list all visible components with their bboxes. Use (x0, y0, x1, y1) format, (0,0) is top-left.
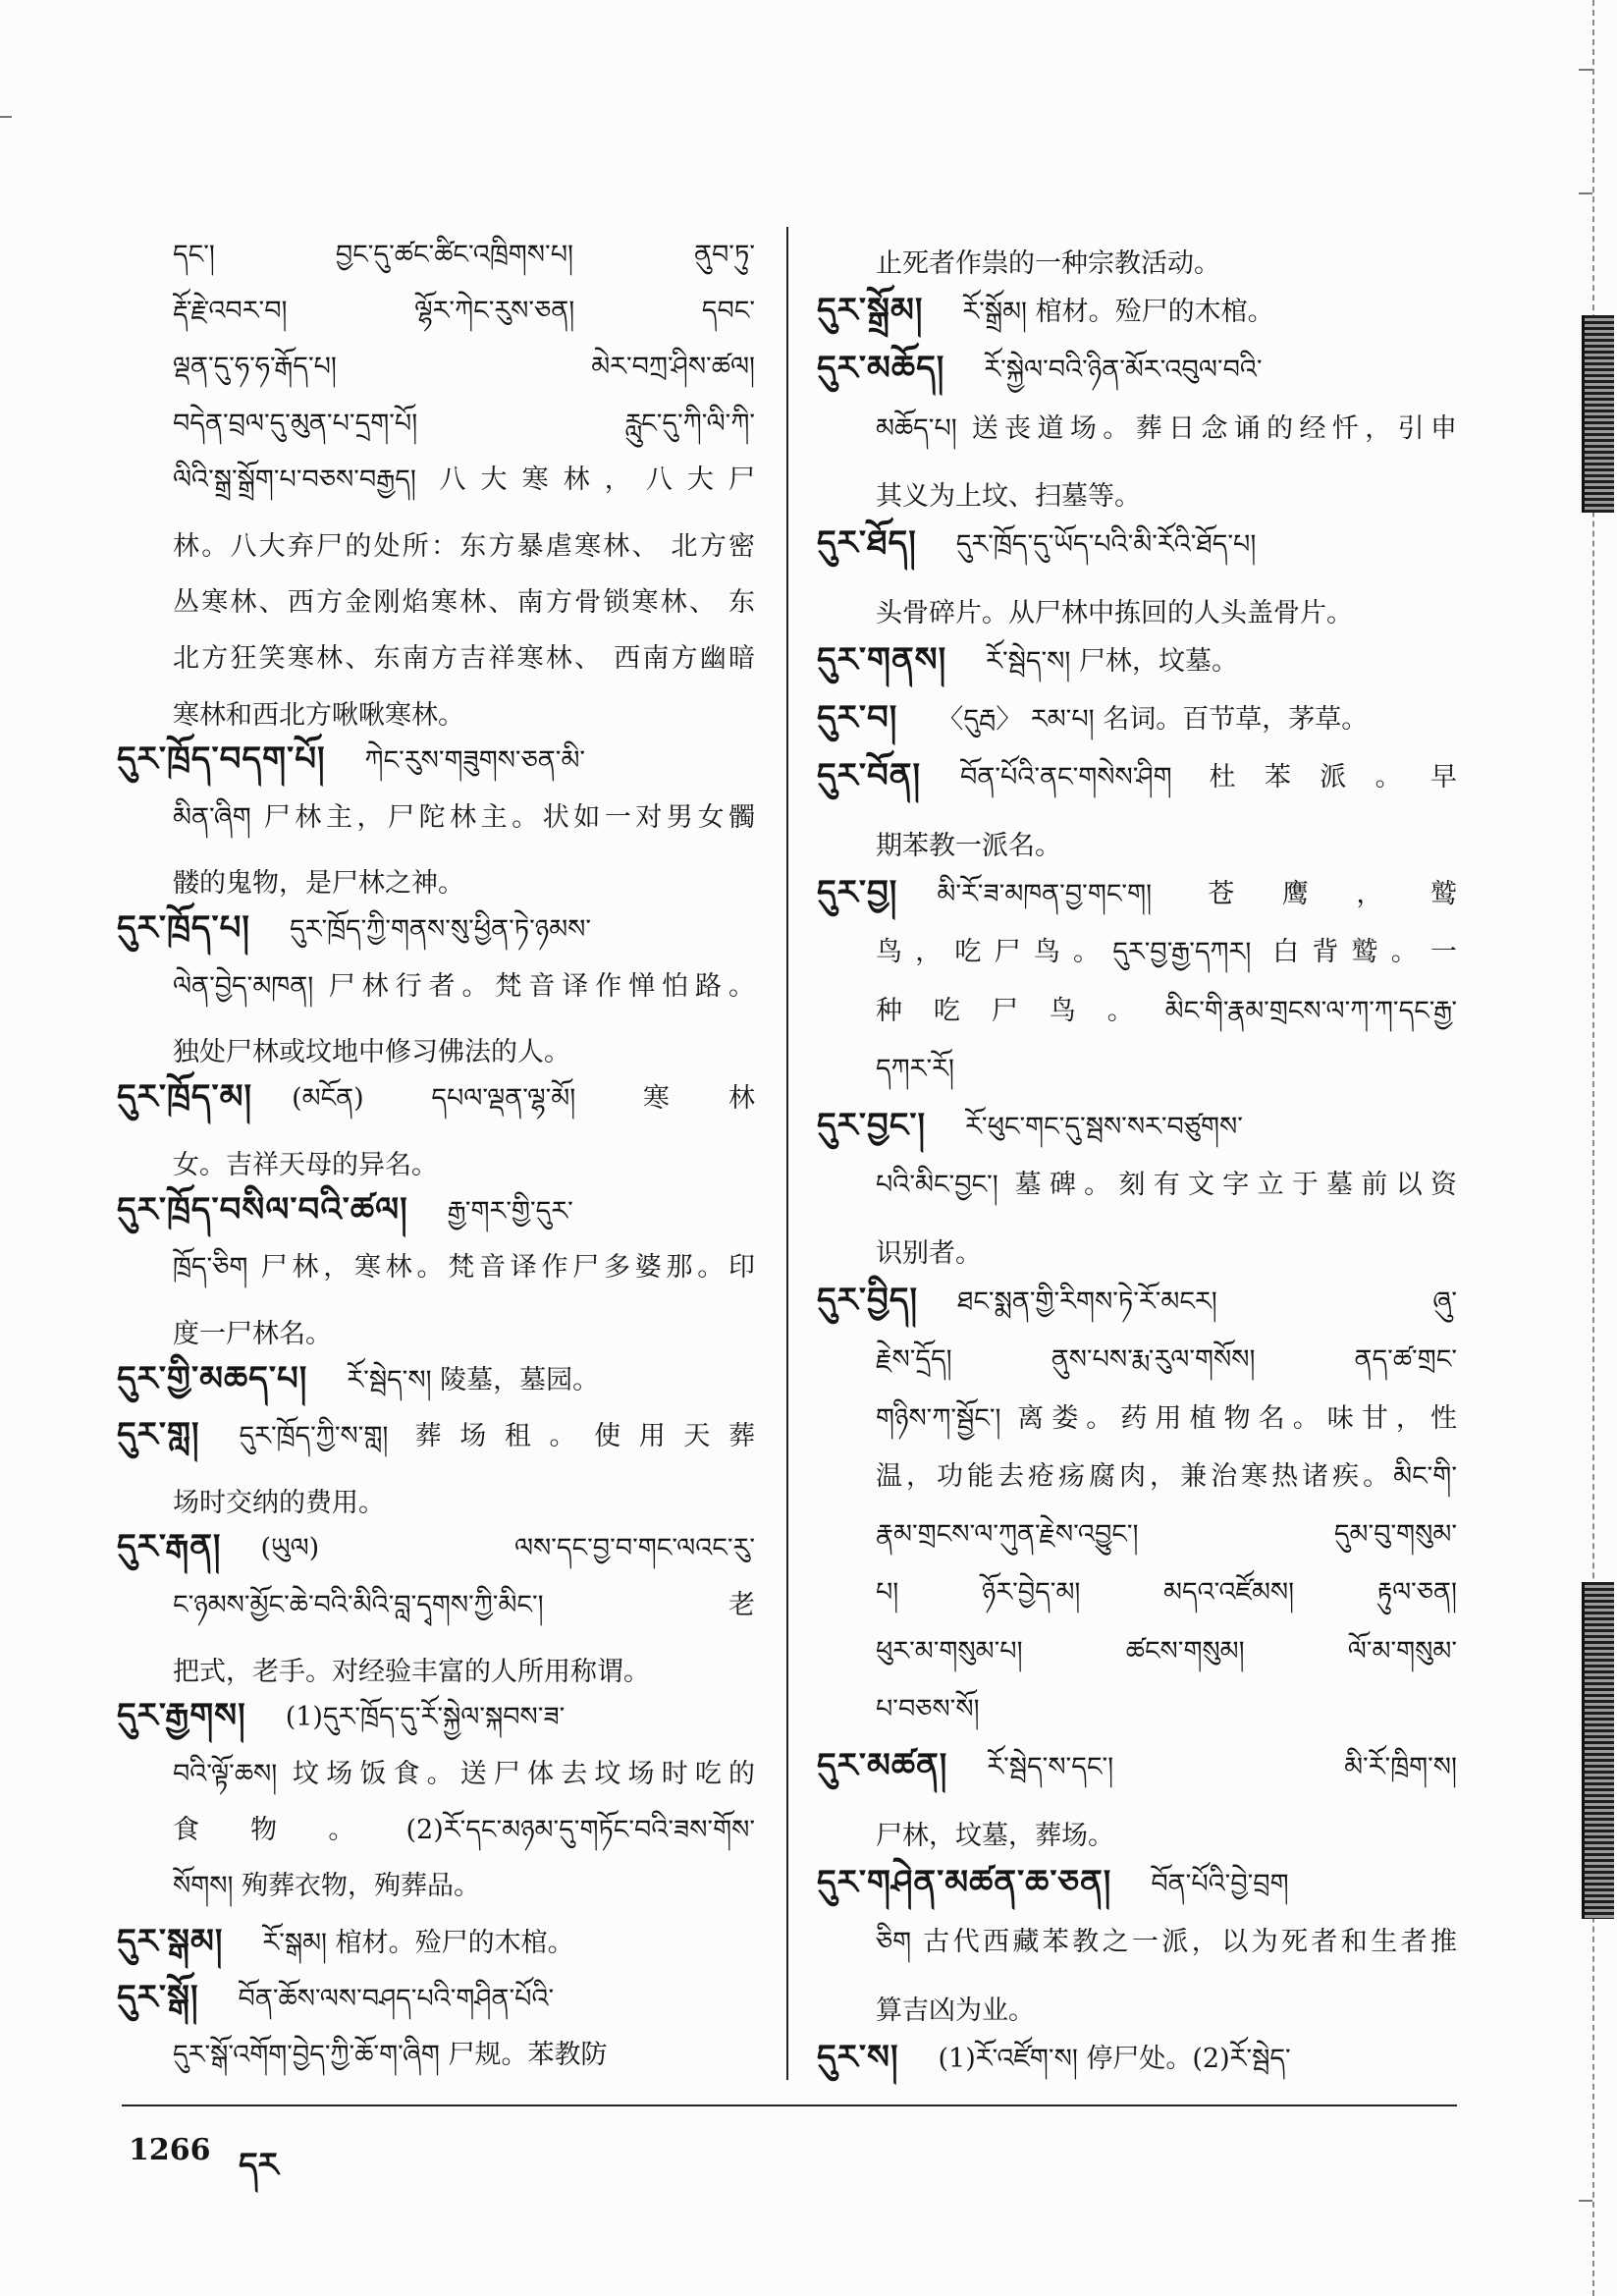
definition-text: 食物。(2)རོ་དང་མཉམ་དུ་གཏོང་བའི་ཟས་གོས་ (173, 1814, 755, 1845)
definition-text: དཀར་རོ། (876, 1053, 954, 1084)
dictionary-entry (817, 1105, 1457, 1280)
scan-edge-tick (1579, 2200, 1592, 2202)
definition-text: བོན་པོའི་བྱེ་བྲག (1151, 1868, 1289, 1899)
headword: དུར་ཁྲོད་པ། (117, 908, 250, 949)
definition-text: 独处尸林或坟地中修习佛法的人。 (173, 1037, 570, 1068)
entry-line (117, 459, 755, 515)
definition-text: བའི་ལྟོ་ཆས། 坟场饭食。送尸体去坟场时吃的 (173, 1758, 755, 1789)
entry-line (117, 2035, 755, 2091)
definition-text: རྒྱ་གར་གྱི་དུར་ (447, 1195, 573, 1227)
dictionary-entry (117, 1528, 755, 1697)
definition-text: པ་བཅས་སོ། (876, 1694, 980, 1725)
running-head: དར (239, 2146, 279, 2185)
definition-text: དུར་ཁྲོད་ཀྱི་གནས་སུ་ཕྱིན་ཏེ་ཉམས་ (289, 914, 592, 946)
definition-text: རོ་སྒྲོམ། 棺材。殓尸的木棺。 (962, 296, 1274, 327)
entry-line (817, 1921, 1457, 1979)
headword: དུར་མཆོད། (817, 349, 945, 389)
right-column (817, 232, 1457, 2096)
footer-rule (122, 2105, 1457, 2106)
definition-text: 丛寒林、西方金刚焰寒林、南方骨锁寒林、 东 (173, 586, 755, 618)
definition-text: (1)དུར་ཁྲོད་དུ་རོ་སྐྱེལ་སྐབས་ཟ་ (285, 1702, 566, 1733)
dictionary-entry (817, 756, 1457, 873)
definition-text: ལྡན་དུ་ཧ་ཧ་རྒོད་པ། མེར་བཀྲ་ཤིས་ཚལ། (173, 352, 755, 383)
definition-text: 头骨碎片。从尸林中拣回的人头盖骨片。 (876, 597, 1353, 629)
entry-line (117, 572, 755, 628)
definition-text: རོ་སྦེད་ས། 尸林，坟墓。 (986, 645, 1238, 677)
definition-text: དུར་སྒོ་འགོག་བྱེད་ཀྱི་ཆོ་ག་ཞིག 尸规。苯教防 (173, 2040, 608, 2071)
definition-text: གཉིས་ཀ་སྦྱོང་། 离娄。药用植物名。味甘，性 (876, 1402, 1457, 1434)
definition-text: ཕུར་མ་གསུམ་པ། ཚངས་གསུམ། ལོ་མ་གསུམ་ (876, 1635, 1457, 1667)
scan-edge-artifact (1582, 315, 1614, 513)
headword: དུར་སྒྲོམ། (817, 290, 924, 330)
headword: དུར་ས། (817, 2037, 899, 2077)
definition-text: བོན་ཆོས་ལས་བཤད་པའི་གཤིན་པོའི་ (238, 1983, 555, 2014)
headword: དུར་གྱི་མཆད་པ། (117, 1358, 308, 1398)
headword: དུར་མཚན། (817, 1746, 948, 1786)
definition-text: དང་། བྱང་དུ་ཚང་ཚིང་འཁྲིགས་པ། ནུབ་ཏུ་ (173, 239, 755, 270)
entry-continuation (117, 234, 755, 740)
definition-text: རོ་སྦེད་ས། 陵墓，墓园。 (347, 1364, 600, 1395)
entry-line (117, 515, 755, 571)
definition-text: (ཡུལ) ལས་དང་བྱ་བ་གང་ལའང་རུ་ (260, 1533, 755, 1564)
definition-text: མཆོད་པ། 送丧道场。葬日念诵的经忏，引申 (876, 412, 1457, 444)
definition-text: 识别者。 (876, 1238, 982, 1270)
definition-text: རོ་སྦེད་ས་དང་། མི་རོ་ཁྲིག་ས། (987, 1752, 1457, 1783)
entry-line (117, 628, 755, 683)
dictionary-entry (817, 872, 1457, 1105)
entry-line (117, 1246, 755, 1302)
definition-text: (1)རོ་འཛོག་ས། 停尸处。(2)རོ་སྦེད་ (938, 2043, 1291, 2074)
definition-text: ལེན་བྱེད་མཁན། 尸林行者。梵音译作惮怕路。 (173, 970, 755, 1002)
definition-text: (མངོན) དཔལ་ལྡན་ལྷ་མོ། 寒林 (292, 1083, 755, 1115)
definition-text: 寒林和西北方啾啾寒林。 (173, 699, 464, 731)
entry-line (817, 1746, 1457, 1804)
scan-edge-artifact (1582, 1582, 1614, 1919)
definition-text: ཁྲོད་ཅིག 尸林，寒林。梵音译作尸多婆那。印 (173, 1252, 755, 1283)
definition-text: བདེན་བྲལ་དུ་མུན་པ་དྲག་པོ། རླུང་དུ་ཀི་ལི་ཀི་ (173, 408, 755, 439)
headword: དུར་སྒམ། (117, 1921, 224, 1961)
definition-text: རྣམ་གྲངས་ལ་ཀུན་རྗེས་འབྱུང་། དུམ་བུ་གསུམ་ (876, 1519, 1457, 1551)
entry-line (817, 522, 1457, 580)
definition-text: 林。八大弃尸的处所：东方暴虐寒林、 北方密 (173, 530, 755, 562)
dictionary-entry (117, 1190, 755, 1359)
definition-text: རོ་ཕུང་གང་དུ་སྦས་སར་བཙུགས་ (965, 1112, 1243, 1143)
definition-text: ལིའི་སྒྲ་སྒྲོག་པ་བཅས་བརྒྱད། 八大寒林，八大尸 (173, 464, 755, 495)
entry-line (117, 965, 755, 1021)
headword: དུར་གཤེན་མཚན་ཆ་ཅན། (817, 1862, 1112, 1902)
headword: དུར་གནས། (817, 639, 947, 680)
dictionary-entry (817, 2037, 1457, 2095)
headword: དུར་བྱང་། (817, 1106, 927, 1146)
scan-edge-tick (1579, 69, 1592, 71)
definition-text: 其义为上坟、扫墓等。 (876, 481, 1141, 513)
entry-line (817, 407, 1457, 465)
headword: དུར་ཁྲོད་བདག་པོ། (117, 739, 326, 780)
definition-text: 北方狂笑寒林、东南方吉祥寒林、 西南方幽暗 (173, 643, 755, 675)
definition-text: 度一尸林名。 (173, 1318, 332, 1349)
definition-text: རོ་སྒམ། 棺材。殓尸的木棺。 (262, 1927, 574, 1958)
entry-line (117, 1584, 755, 1640)
headword: དུར་རྒྱགས། (117, 1696, 246, 1736)
definition-text: རྗེས་དྲོད། ནུས་པས་རྨ་རུལ་གསོས། ནད་ཚ་གྲང་ (876, 1344, 1457, 1376)
page-number: 1266 (129, 2133, 211, 2167)
definition-text: རོ་སྐྱེལ་བའི་ཉིན་མོར་འབུལ་བའི་ (984, 355, 1263, 386)
definition-text: བོན་པོའི་ནང་གསེས་ཤིག 杜苯派。早 (960, 762, 1457, 793)
definition-text: ཀེང་རུས་གཟུགས་ཅན་མི་ (364, 745, 586, 777)
left-column (117, 234, 755, 2091)
headword: དུར་གླ། (117, 1414, 200, 1454)
definition-text: 把式，老手。对经验丰富的人所用称谓。 (173, 1656, 650, 1687)
headword: དུར་ཁྲོད་མ། (117, 1077, 253, 1118)
scan-edge-tick (1579, 192, 1592, 194)
definition-text: རྡོ་རྗེ་འབར་བ། ལྷོར་ཀེང་རུས་ཅན། དབང་ (173, 295, 755, 326)
definition-text: 尸林，坟墓，葬场。 (876, 1821, 1114, 1852)
definition-text: སོགས། 殉葬衣物，殉葬品。 (173, 1871, 481, 1902)
entry-line (817, 2037, 1457, 2095)
definition-text: པ། ཉོར་བྱེད་མ། མདའ་འཛོམས། རྟུལ་ཅན། (876, 1577, 1457, 1609)
definition-text: 算吉凶为业。 (876, 1995, 1035, 2027)
definition-text: 鸟，吃尸鸟。དུར་བྱ་རྒྱ་དཀར། 白背鹫。一 (876, 937, 1457, 968)
dictionary-entry (117, 740, 755, 909)
scan-edge-tick (0, 116, 12, 118)
definition-text: 止死者作祟的一种宗教活动。 (876, 248, 1220, 280)
headword: དུར་བ། (817, 698, 898, 738)
definition-text: 种吃尸鸟。མིང་གི་རྣམ་གྲངས་ལ་ཀ་ཀ་དང་རྒྱ་ (876, 995, 1457, 1026)
definition-text: མིན་ཞིག 尸林主，尸陀林主。状如一对男女髑 (173, 801, 755, 833)
definition-text: ཅིག 古代西藏苯教之一派，以为死者和生者推 (876, 1927, 1457, 1958)
entry-line (817, 756, 1457, 814)
headword: དུར་བྱིད། (817, 1281, 919, 1320)
definition-text: ཐང་སྨན་གྱི་རིགས་ཏེ་རོ་མངར། ཞུ་ (957, 1286, 1457, 1317)
headword: དུར་བྱ། (817, 872, 898, 912)
entry-line (817, 1164, 1457, 1222)
definition-text: 温，功能去疮疡腐肉，兼治寒热诸疾。མིང་གི་ (876, 1460, 1457, 1492)
entry-line (117, 1077, 755, 1133)
definition-text: ང་ཉམས་མྱོང་ཆེ་བའི་མིའི་བླ་དྭགས་ཀྱི་མིང་། 老 (173, 1589, 755, 1620)
definition-text: མི་རོ་ཟ་མཁན་བྱ་གང་ག། 苍鹰，鹫 (937, 878, 1457, 909)
column-divider (786, 227, 788, 2080)
definition-text: 〈དུརྦ〉 རམ་པ། 名词。百节草，茅草。 (937, 704, 1369, 736)
definition-text: 场时交纳的费用。 (173, 1487, 385, 1518)
headword: དུར་ཐོད། (817, 523, 917, 564)
dictionary-entry (817, 349, 1457, 523)
headword: དུར་ཁྲོད་བསིལ་བའི་ཚལ། (117, 1189, 408, 1230)
dictionary-entry (817, 1280, 1457, 1745)
dictionary-entry (817, 1862, 1457, 2037)
definition-text: 女。吉祥天母的异名。 (173, 1149, 438, 1180)
definition-text: 髅的鬼物，是尸林之神。 (173, 868, 464, 900)
definition-text: དུར་ཁྲོད་དུ་ཡོད་པའི་མི་རོའི་ཐོད་པ། (955, 529, 1257, 561)
headword: དུར་སྒོ། (117, 1977, 199, 2017)
definition-text: 期苯教一派名。 (876, 831, 1061, 862)
definition-text: པའི་མིང་བྱང་། 墓碑。刻有文字立于墓前以资 (876, 1170, 1457, 1201)
entry-line (117, 796, 755, 852)
definition-text: དུར་ཁྲོད་ཀྱི་ས་གླ། 葬场租。使用天葬 (239, 1420, 755, 1451)
dictionary-entry (117, 1697, 755, 1922)
dictionary-entry (117, 909, 755, 1078)
headword: དུར་བོན། (817, 756, 922, 796)
headword: དུར་རྒན། (117, 1527, 222, 1567)
